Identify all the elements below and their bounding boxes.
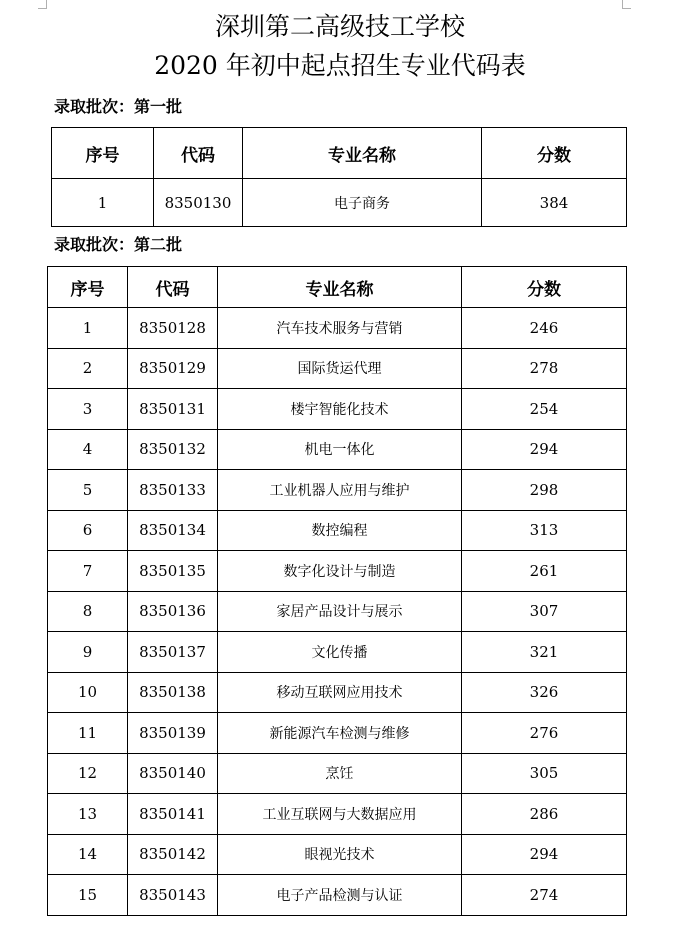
cell-index: 10 [48,672,128,713]
batch2-header-row [48,267,627,308]
cell-score: 326 [462,672,627,713]
cell-index: 2 [48,348,128,389]
cell-code: 8350135 [128,551,218,592]
cell-name: 工业机器人应用与维护 [218,470,462,511]
cell-index: 14 [48,834,128,875]
cell-score: 384 [482,179,627,227]
table-row [48,632,627,673]
header-code: 代码 [128,267,218,308]
page-corner-mark-left [38,0,47,9]
table-row [48,591,627,632]
cell-score: 313 [462,510,627,551]
table-row [48,753,627,794]
batch1-header-row [52,128,627,179]
header-name: 专业名称 [218,267,462,308]
cell-score: 307 [462,591,627,632]
cell-index: 4 [48,429,128,470]
cell-index: 12 [48,753,128,794]
cell-score: 254 [462,389,627,430]
table-row [52,179,627,227]
cell-code: 8350138 [128,672,218,713]
cell-index: 8 [48,591,128,632]
header-name: 专业名称 [243,128,482,179]
cell-code: 8350129 [128,348,218,389]
cell-name: 楼宇智能化技术 [218,389,462,430]
table-row [48,470,627,511]
cell-code: 8350134 [128,510,218,551]
cell-score: 278 [462,348,627,389]
cell-code: 8350141 [128,794,218,835]
cell-code: 8350136 [128,591,218,632]
cell-score: 298 [462,470,627,511]
cell-index: 5 [48,470,128,511]
cell-name: 电子产品检测与认证 [218,875,462,916]
cell-name: 文化传播 [218,632,462,673]
document-title-line2: 2020 年初中起点招生专业代码表 [154,51,526,80]
header-index: 序号 [52,128,154,179]
cell-name: 国际货运代理 [218,348,462,389]
cell-name: 烹饪 [218,753,462,794]
cell-name: 家居产品设计与展示 [218,591,462,632]
cell-score: 305 [462,753,627,794]
cell-name: 移动互联网应用技术 [218,672,462,713]
table-row [48,551,627,592]
cell-code: 8350143 [128,875,218,916]
table-row [48,713,627,754]
cell-code: 8350130 [154,179,243,227]
cell-name: 眼视光技术 [218,834,462,875]
cell-code: 8350140 [128,753,218,794]
cell-name: 汽车技术服务与营销 [218,308,462,349]
cell-score: 294 [462,429,627,470]
cell-score: 261 [462,551,627,592]
header-score: 分数 [462,267,627,308]
cell-index: 7 [48,551,128,592]
cell-name: 数控编程 [218,510,462,551]
table-row [48,875,627,916]
cell-index: 6 [48,510,128,551]
header-index: 序号 [48,267,128,308]
cell-index: 11 [48,713,128,754]
cell-code: 8350132 [128,429,218,470]
cell-code: 8350128 [128,308,218,349]
document-title-line1: 深圳第二高级技工学校 [214,12,465,41]
cell-index: 1 [48,308,128,349]
cell-code: 8350133 [128,470,218,511]
cell-score: 246 [462,308,627,349]
cell-name: 新能源汽车检测与维修 [218,713,462,754]
cell-name: 工业互联网与大数据应用 [218,794,462,835]
batch2-label: 录取批次：第二批 [54,235,183,254]
table-row [48,348,627,389]
table-row [48,794,627,835]
cell-code: 8350131 [128,389,218,430]
cell-score: 276 [462,713,627,754]
cell-code: 8350137 [128,632,218,673]
table-row [48,389,627,430]
cell-score: 321 [462,632,627,673]
cell-name: 数字化设计与制造 [218,551,462,592]
header-code: 代码 [154,128,243,179]
page-corner-mark-right [622,0,631,9]
cell-index: 9 [48,632,128,673]
cell-index: 13 [48,794,128,835]
table-row [48,429,627,470]
cell-index: 15 [48,875,128,916]
batch1-table [51,127,627,227]
table-row [48,308,627,349]
batch1-label: 录取批次：第一批 [54,97,183,116]
cell-code: 8350139 [128,713,218,754]
table-row [48,510,627,551]
cell-index: 3 [48,389,128,430]
cell-name: 电子商务 [243,179,482,227]
cell-score: 274 [462,875,627,916]
batch2-table [47,266,627,916]
cell-name: 机电一体化 [218,429,462,470]
cell-index: 1 [52,179,154,227]
cell-score: 294 [462,834,627,875]
header-score: 分数 [482,128,627,179]
cell-score: 286 [462,794,627,835]
table-row [48,672,627,713]
table-row [48,834,627,875]
cell-code: 8350142 [128,834,218,875]
